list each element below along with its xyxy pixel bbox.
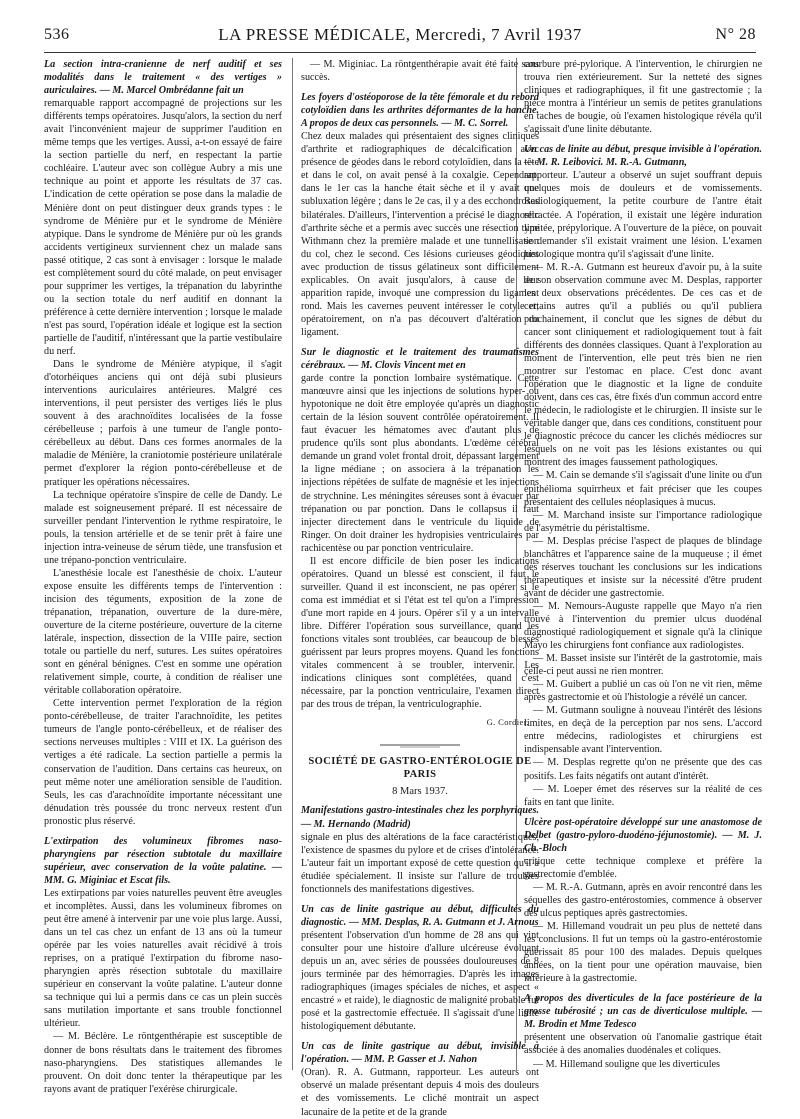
paragraph: — M. Loeper émet des réserves sur la réalité de ces faits en tant que linite.	[524, 783, 762, 808]
issue-number: N° 28	[715, 26, 756, 43]
paragraph: L'anesthésie locale est l'anesthésie de choix. L'auteur expose ensuite les différents temps de l'intervention : incision des téguments, exposition de la zone de trépanation, trépanation, ouverture de la dure-mère, ouverture de la citerne postérieure, ouverture de la citerne latérale, inspection, dissection de la VIIIe paire, section totale ou partielle du nerf, sutures. Les suites opératoires sont en général bénignes. C'est en somme une opération relativement simple, courte, à condition de réaliser une véritable collaboration opératoire.	[44, 567, 282, 697]
paragraph: présentent une observation où l'anomalie gastrique était associée à des anomalies duodénales et coliques.	[524, 1032, 762, 1057]
article-heading: Manifestations gastro-intestinales chez les porphyriques. — M. Hernando (Madrid)	[301, 805, 539, 830]
page-number: 536	[44, 26, 70, 43]
paragraph: La technique opératoire s'inspire de celle de Dandy. Le malade est soigneusement préparé. Il est nécessaire de surveiller pendant l'intervention le rythme respiratoire, le pouls, la tension artérielle et de se tenir prêt à faire une injection intra-veineuse de sérum tiède, une transfusion et une trépano-ponction ventriculaire.	[44, 489, 282, 566]
paragraph: rapporteur. L'auteur a observé un sujet souffrant depuis quelques mois de douleurs et de vomissements. Radiologiquement, la petite courbure de l'antre était rétractée. A l'opération, il existait une légère induration limitée, prépylorique. A l'ouverture de la pièce, on pouvait se demander s'il existait vraiment une lésion. L'examen histologique montra qu'il s'agissait d'une linite.	[524, 170, 762, 260]
page-header	[44, 20, 756, 50]
paragraph: — M. Miginiac. La röntgenthérapie avait été faite sans succès.	[301, 59, 539, 84]
paragraph: — M. Desplas regrette qu'on ne présente que des cas positifs. Les faits négatifs ont autant d'intérêt.	[524, 757, 762, 782]
paragraph: — M. Desplas précise l'aspect de plaques de blindage blanchâtres et l'apparence saine de la muqueuse ; il émet des réserves touchant les conclusions sur les indications thérapeutiques et insiste sur la nécessité d'être prudent avant de décider une gastrectomie.	[524, 535, 762, 599]
paragraph: — M. Hillemand souligne que les diverticules	[533, 1058, 720, 1070]
paragraph: — M. Basset insiste sur l'intérêt de la gastrotomie, mais celle-ci peut aussi ne rien montrer.	[524, 653, 762, 678]
paragraph: — M. Béclère. Le röntgenthérapie est susceptible de donner de bons résultats dans le traitement des fibromes naso-pharyngiens. Des statistiques allemandes le prouvent. On doit donc tenter la thérapeutique par les rayons avant de pratiquer l'exérèse chirurgicale.	[44, 1031, 282, 1095]
paragraph: — M. Guibert a publié un cas où l'on ne vit rien, même après gastrectomie et où l'histologie a révélé un cancer.	[524, 679, 762, 704]
article-heading: L'extirpation des volumineux fibromes naso-pharyngiens par résection subtotale du maxillaire supérieur, avec conservation de la voûte palatine. — MM. G. Miginiac et Escat fils.	[44, 835, 282, 886]
author-signature: G. Cordier.	[486, 717, 529, 728]
paragraph: — M. R.-A. Gutmann est heureux d'avoir pu, à la suite de son observation commune avec M. Desplas, rapporter les deux observations précédentes. De ces cas et de certains autres qu'il a publiés ou qu'il publiera prochainement, il conclut que les signes de début du cancer sont cliniquement et radiologiquement tout à fait différents des données classiques. Quant à l'exploration au moment de l'intervention, elle peut très bien ne rien montrer sur l'estomac en place. C'est donc avant l'opération que le diagnostic et la ligne de conduite doivent, dans ces cas, être fixés d'un commun accord entre le médecin, le radiologiste et le chirurgien. Il insiste sur le véritable danger que, dans ces conditions, constituent pour le diagnostic précoce du cancer les clichés médiocres sur lesquels on ne voit pas les lésions existantes ou qui montrent des images faussement pathologiques.	[524, 261, 762, 469]
column-right	[524, 58, 762, 1071]
paragraph: — M. Gutmann souligne à nouveau l'intérêt des lésions limites, en deçà de la perception par nos sens. L'accord entre médecins, radiologistes et chirurgiens est indispensable avant l'intervention.	[524, 705, 762, 756]
paragraph: signale en plus des altérations de la face caractéristiques, l'existence de spasmes du pylore et de crises d'intolérance. L'auteur fait un important exposé de cette question qu'il a étudiée spécialement. Il insiste sur l'allure de troubles fonctionnels des manifestations digestives.	[301, 831, 539, 895]
society-heading: SOCIÉTÉ DE GASTRO-ENTÉROLOGIE DE PARIS	[308, 756, 532, 781]
paragraph: Dans le syndrome de Ménière atypique, il s'agit d'otorhéiques anciens qui ont déjà subi plusieurs interventions auriculaires antérieures. Malgré ces interventions, il peut persister des vertiges liés le plus souvent à des arachnoïdites localisées de la fosse cérébelleuse ; parfois à une tumeur de l'angle ponto-cérébelleux au début. Dans ces formes anormales de la maladie de Ménière, la craniotomie postérieure unilatérale permet d'explorer la région ponto-cérébelleuse et de pratiquer les opérations nécessaires.	[44, 359, 282, 488]
column-left	[44, 58, 282, 1096]
article-heading: Sur le diagnostic et le traitement des traumatismes cérébraux. — M. Clovis Vincent met en	[301, 346, 539, 372]
article-heading: Les foyers d'ostéoporose de la tête fémorale et du rebord cotyloïdien dans les arthrites déformantes de la hanche. A propos de deux cas personnels. — M. C. Sorrel.	[301, 92, 539, 130]
paragraph: Cette intervention permet l'exploration de la région ponto-cérébelleuse, de traiter l'arachnoïdite, les petites tumeurs de l'angle ponto-cérébelleux, et de réaliser des sections nerveuses multiples : VIII et IX. La guérison des vertiges a été radicale. La section partielle a permis la conservation de l'audition. Dans certains cas heureux, on peut même noter une amélioration sensible de l'audition. Seuls, les cas d'arachnoïdite importante nécessitant une dénudation très poussée du tronc nerveux restent d'un pronostic plus réservé.	[44, 698, 282, 827]
paragraph: critique cette technique complexe et préfère la gastrectomie d'emblée.	[524, 855, 762, 880]
paragraph: Il est encore difficile de bien poser les indications opératoires. Quand un blessé est conscient, il faut le surveiller. Quand il est inconscient, ne pas opérer si le coma est immédiat et si l'état est tel qu'on a l'impression d'une mort rapide en 4 jours. Opérer s'il y a un intervalle libre. Différer l'opération sous surveillance, quand les fonctions vitales sont troublées, car beaucoup de blessés guérissent par leurs propres moyens. Quand les fonctions vitales commencent à se troubler, intervenir. Les indications cliniques sont complétées, quand c'est nécessaire, par la ponction ventriculaire, l'examen direct par des trous de trépan, la ventriculographie.	[301, 555, 539, 711]
paragraph: garde contre la ponction lombaire systématique. Cette manœuvre ainsi que les injections de solutions hyper- ou hypotonique ne doit être employée qu'après un diagnostic certain de la lésion souvent contrôlée opératoirement. Il faut évacuer les hématomes avec d'autant plus de prudence qu'ils sont plus abondants. L'œdème cérébral demande un grand volet frontal droit, dépassant largement la ligne médiane ; on associera à la trépanation les injections répétées de sulfate de magnésie et les injections de strychnine. Les méningites séreuses sont à évacuer par trépanation ou par ponction. Dans le collapsus il faut injecter directement dans le ventricule du liquide de Ringer. On doit drainer les hydropisies ventriculaires par rachicentèse ou par ponction ventriculaire.	[301, 373, 539, 554]
paragraph: — M. Hillemand voudrait un peu plus de netteté dans les conclusions. Il fut un temps où la gastro-entérostomie guérissait 85 pour 100 des malades. Depuis quelques années, on la tient pour une opération mauvaise, bien inférieure à la gastrectomie.	[524, 921, 762, 985]
paragraph: (Oran). R. A. Gutmann, rapporteur. Les auteurs ont observé un malade présentant depuis 4 mois des douleurs et des vomissements. Le cliché montrait un aspect lacunaire de la petite et de la grande	[301, 1067, 539, 1118]
paragraph: Chez deux malades qui présentaient des signes cliniques d'arthrite et radiographiques de décalcification avec présence de géodes dans le rebord cotyloïdien, dans la tête et dans le col, on avait pensé à la coxalgie. Cependant, dans le 1er cas la hanche était sèche et il y avait une subluxation légère ; dans le 2e cas, il y a des ecchondroses bilatérales. D'ailleurs, l'intervention a précisé le diagnostic d'arthrite sèche et a permis avec succès une résection type Withmann chez la première malade et une tunnellisation du col, chez le second. Ces lésions curieuses géodiques avec production de tissus gélatineux sont difficilement explicables. On avait jusqu'alors, à cause de leur apparition rapide, invoqué une compression du ligament rond. Mais les cavernes peuvent intéresser le cotyle et, opératoirement, on n'a pas découvert d'altération du ligament.	[301, 131, 539, 338]
paragraph: courbure pré-pylorique. A l'intervention, le chirurgien ne trouva rien extérieurement. Sur la netteté des signes cliniques et radiographiques, il fit une gastrectomie ; la pièce montra à l'intérieur un semis de petites granulations en taches de bougie, où l'examen histologique révéla qu'il s'agissait d'une linite débutante.	[524, 59, 762, 136]
paragraph: présentent l'observation d'un homme de 28 ans qui vint consulter pour une histoire d'allure ulcéreuse évoluant depuis un an, avec séries de poussées douloureuses de 8 jours terminée par des hémorragies. D'après les images radiographiques (images spéciales de niches, et aspect « encastré » et raide), le diagnostic de malignité probable fut posé et la gastrectomie effectuée. Il s'agissait d'une linite histologiquement débutante.	[301, 929, 539, 1033]
ornament-rule-icon	[380, 741, 460, 749]
article-heading: Ulcère post-opératoire développé sur une anastomose de Delbet (gastro-pyloro-duodéno-jéjunostomie). — M. J. Ch.-Bloch	[524, 816, 762, 854]
article-heading: La section intra-cranienne de nerf auditif et ses modalités dans le traitement « des vertiges » auriculaires. — M. Marcel Ombrédanne fait un	[44, 59, 282, 97]
article-heading: Un cas de linite gastrique au début, invisible à l'opération. — MM. P. Gasser et J. Nahon	[301, 1041, 539, 1066]
paragraph: Les extirpations par voies naturelles peuvent être aveugles et incomplètes. Aussi, dans les volumineux fibromes on peut être amené à intervenir par une voie plus large. Aussi, dans un tel cas chez un enfant de 13 ans où la tumeur opérée par les voies naturelles avait récidivé à trois reprises, on a pratiqué l'extirpation du fibrome naso-pharyngien après résection subtotale du maxillaire supérieur en conservant la voûte palatine. L'auteur donne sa technique qui lui a permis dans ce cas un plein succès sans mutilation importante et sans trouble fonctionnel ultérieur.	[44, 887, 282, 1030]
journal-title: LA PRESSE MÉDICALE, Mercredi, 7 Avril 1937	[218, 25, 582, 44]
paragraph: — M. Nemours-Auguste rappelle que Mayo n'a rien trouvé à l'intervention du premier ulcus duodénal diagnostiqué radiologiquement et signale qu'à la clinique Mayo les chirurgiens font confiance aux radiologistes.	[524, 600, 762, 652]
article-heading: A propos des diverticules de la face postérieure de la grosse tubérosité ; un cas de diverticulose multiple. — M. Brodin et Mme Tedesco	[524, 993, 762, 1031]
column-middle	[301, 58, 539, 1119]
article-heading: Un cas de linite gastrique au début, difficultés du diagnostic. — MM. Desplas, R. A. Gutmann et J. Arnous	[301, 903, 539, 928]
section-ornament	[301, 741, 539, 749]
header-rule	[44, 52, 756, 53]
paragraph: — M. Marchand insiste sur l'importance radiologique de l'asymétrie du péristaltisme.	[524, 509, 762, 534]
column-divider	[292, 58, 293, 1070]
paragraph: remarquable rapport accompagné de projections sur les différents temps opératoires. Jusqu'alors, la section du nerf avait l'inconvénient majeur de supprimer l'audition en même temps que les vertiges. Aussi, a-t-on essayé de faire la section partielle du nerf, en respectant la partie cochléaire. L'auteur avec son collègue Aubry a mis une technique au point et apporte les résultats de 37 cas. L'indication de cette opération se pose dans la maladie de Ménière dont on peut distinguer deux grands types : le syndrome de Ménière pur et le syndrome de Ménière atypique. Dans le syndrome de Ménière pur où les grands accidents vertigineux surviennent chez un malade sans passé otitique, 2 cas sont à envisager : lorsque le malade est complètement sourd du côté malade, on peut envisager pour supprimer les vertiges, la trépanation du labyrinthe ou la section totale du nerf auditif en donnant la préférence à cette dernière intervention ; lorsque le malade n'est pas sourd, l'opération idéale et logique est la section partielle de l'auditif, n'intéressant que la partie vestibulaire du nerf.	[44, 98, 282, 358]
paragraph: — M. Cain se demande s'il s'agissait d'une linite ou d'un épithélioma squirrheux et fait préciser que les coupes présentaient des cellules néoplasiques à mucus.	[524, 470, 762, 508]
paragraph: — M. R.-A. Gutmann, après en avoir rencontré dans les séquelles des gastro-entérostomies, commence à observer des ulcus peptiques après gastrectomies.	[524, 881, 762, 919]
article-heading: Un cas de linite au début, presque invisible à l'opération. — M. R. Leibovici. M. R.-A. Gutmann,	[524, 144, 762, 169]
session-date: 8 Mars 1937.	[392, 786, 448, 798]
